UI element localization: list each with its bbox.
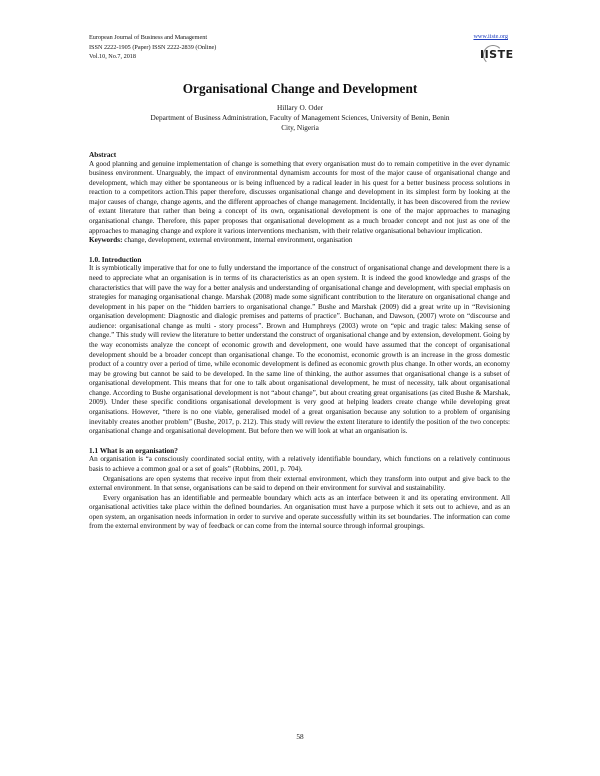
organisation-paragraph-3: Every organisation has an identifiable and permeable boundary which acts as an interface between it and its operating environment. All organisational activities take place within the defined boundaries. An organisation must have a purpose which it sets out to achieve, and as an open system, an organisation needs information in order to survive and operate successfully within its set boundaries. The information can come from the external environment by way of feedback or can come from the internal source through informal groupings. (89, 493, 510, 531)
author-name: Hillary O. Oder (277, 103, 323, 112)
section-heading-what-is-organisation: 1.1 What is an organisation? (89, 445, 178, 455)
introduction-paragraph: It is symbiotically imperative that for one to fully understand the importance of the construct of organisational change and development there is a need to appreciate what an organisation is in terms of its characteristics as an open system. It is indeed the good knowledge and grasps of the characteristics that will pave the way for a better analysis and understanding of organisational change and development, with special emphasis on strategies for managing organisational change. Marshak (2008) made some significant contribution to the literature on organisational change and development in his paper on the “hidden barriers to organisational change.” Bushe and Marshak (2009) did a great write up in “Revisioning organisation development: Diagnostic and dialogic premises and patterns of practice”. Buchanan, and Dawson, (2007) wrote on “discourse and audience: organisational change as multi - story process”. Brown and Humphreys (2003) wrote on “epic and tragic tales: Making sense of change.” This study will review the literature to better understand the construct of organisational change and by extension, development. Going by the way economists analyze the concept of economic growth and development, one would have assumed that the concept of organisational development should be a broader concept than organisational change. To the economist, economic growth is an increase in the gross domestic product of a country over a period of time, while economic development is defined as economic growth plus change. In other words, an economy may be growing but cannot be said to be developed. In the same line of thinking, the author assumes that organisational change is a subset of organisational development. This means that for one to talk about organisational development, he must of necessity, talk about organisational change. According to Bushe organisational development is not “about change”, but about creating great organisations (as cited Bushe & Marshak, 2009). Under these specific conditions organisational development is very good at helping leaders create change while developing great organisations. However, “there is no one viable, generalised model of a great organisation because any solution to a problem of organising inevitably creates another problem” (Bushe, 2017, p. 212). This study will review the extent literature to identify the position of the two concepts: organisational change and organisational development. But before then we will look at what an organisation is. (89, 264, 510, 436)
keywords-line (89, 236, 510, 246)
keywords-label: Keywords: (89, 236, 123, 245)
journal-url-link[interactable]: www.iiste.org (473, 33, 508, 40)
section-heading-introduction: 1.0. Introduction (89, 254, 142, 264)
organisation-paragraph-1: An organisation is “a consciously coordinated social entity, with a relatively identifiable boundary, which functions on a relatively continuous basis to achieve a common goal or a set of goals” (Robbins, 2001, p. 704). (89, 455, 510, 473)
journal-volume: Vol.10, No.7, 2018 (89, 53, 136, 61)
journal-header (89, 33, 216, 62)
paper-title: Organisational Change and Development (182, 81, 418, 96)
abstract-heading: Abstract (89, 150, 117, 159)
paper-body (89, 150, 510, 532)
page-number: 58 (296, 732, 304, 741)
author-affiliation: Department of Business Administration, Faculty of Management Sciences, University of Benin, Benin City, Nigeria (150, 113, 450, 132)
abstract-text: A good planning and genuine implementation of change is something that every organisation must do to remain competitive in the ever dynamic business environment. Unarguably, the impact of environmental dynamism accounts for most of the major cause of organisational change and development, which may either be spontaneous or is being influenced by a radical leader in his quest for a better business process solutions in reaction to a competitors action.This paper therefore, discusses organisational change and development in its simplest form by looking at the major causes of change, change agents, and the different approaches of change management. Incidentally, it has been discovered from the review of extant literature that rather than being a concept of its own, organisational development is one of the major approaches to managing organisational change. Therefore, this paper proposes that organisational development as a much broader concept and not just as one of the approaches to managing change and explore it various interventions mechanism, with their relative organisational behaviour implication. (89, 159, 510, 235)
organisation-paragraph-2: Organisations are open systems that receive input from their external environment, which they transform into output and give back to the external environment. In that sense, organisations can be said to depend on their environment for survival and sustainability. (89, 474, 510, 493)
keywords-text: change, development, external environment, internal environment, organisation (124, 236, 353, 245)
journal-name: European Journal of Business and Management (89, 34, 208, 41)
iiste-logo (480, 45, 514, 65)
logo-text: IISTE (480, 48, 514, 61)
journal-issn: ISSN 2222-1905 (Paper) ISSN 2222-2839 (Online) (89, 43, 217, 51)
